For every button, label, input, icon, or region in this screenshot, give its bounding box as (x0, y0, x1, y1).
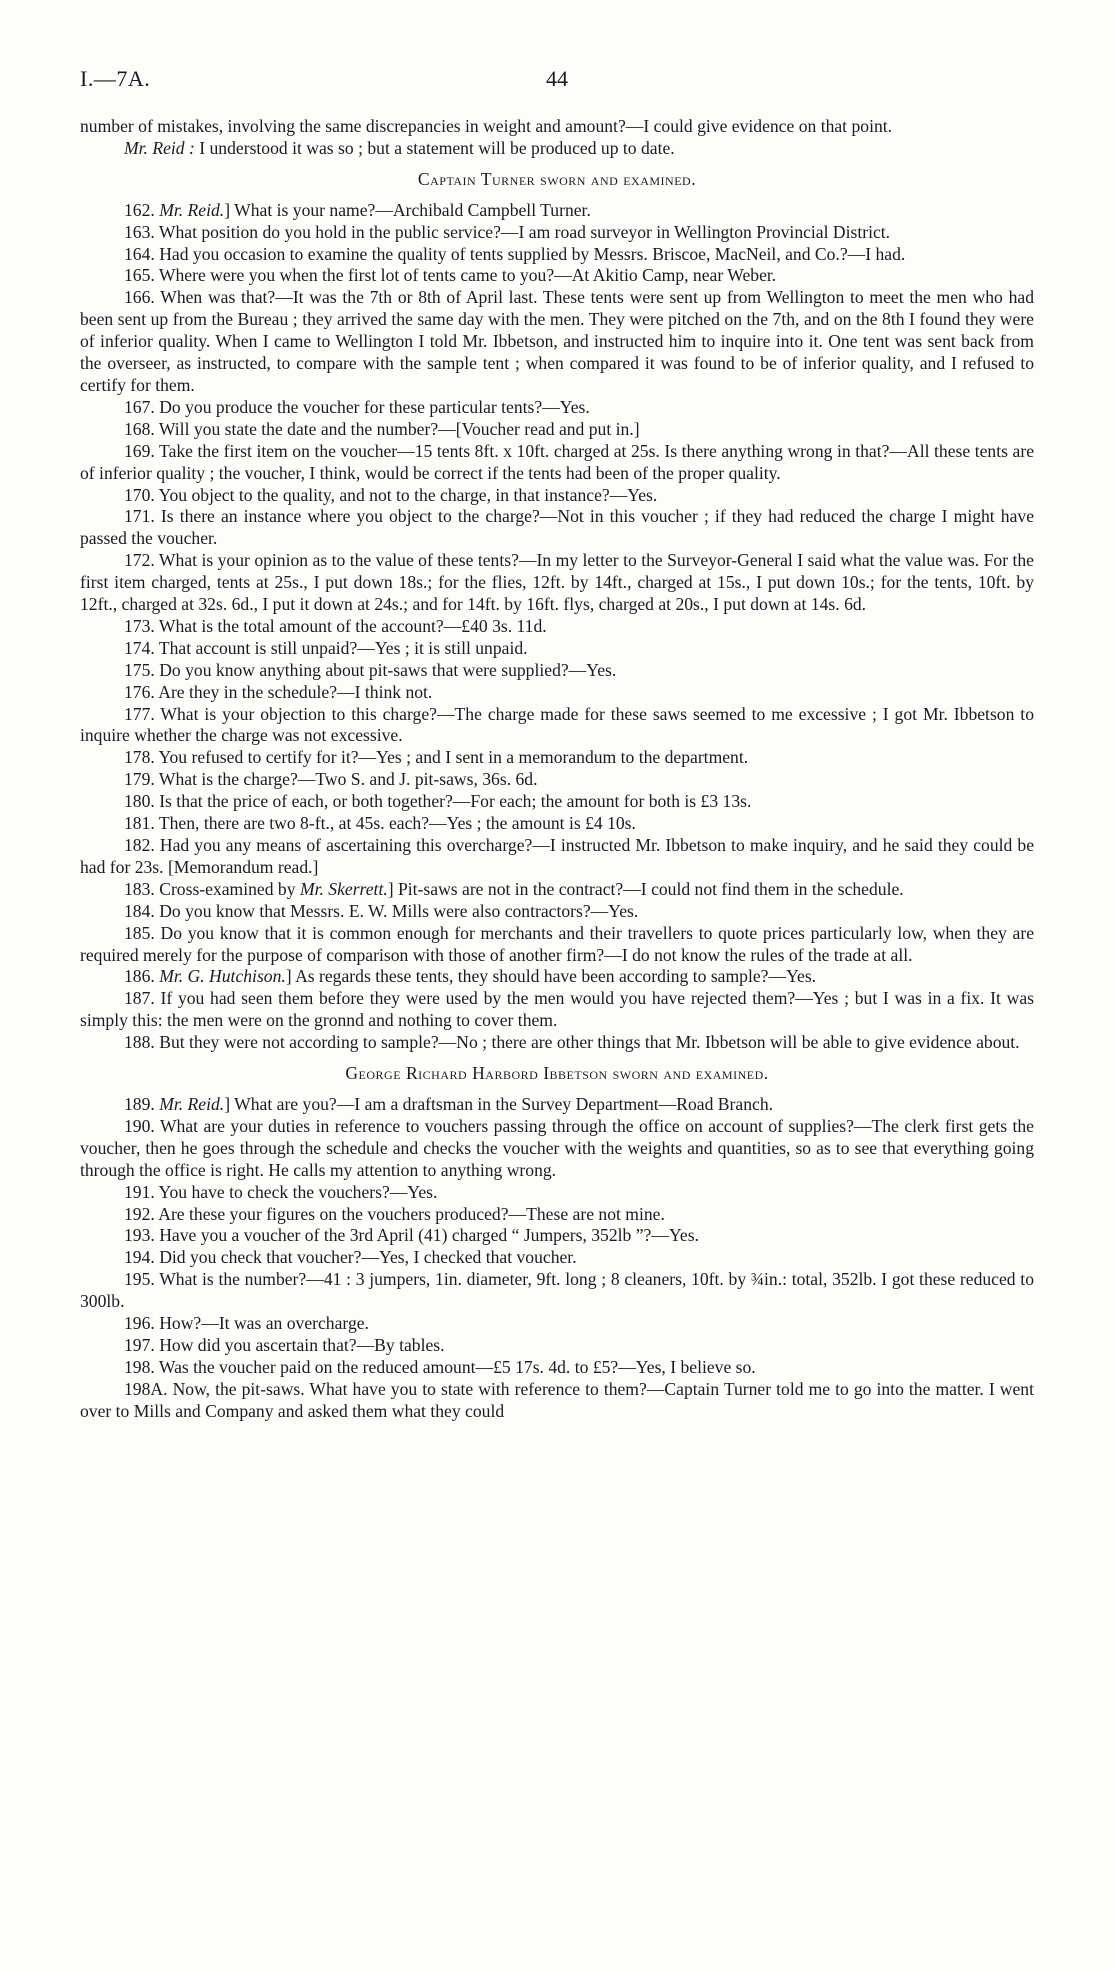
question-number: 186. (124, 966, 155, 987)
paper-reference-main: I.—7 (80, 66, 128, 91)
paragraph-text: Are these your figures on the vouchers produced?—These are not mine. (158, 1203, 665, 1224)
question-number: 182. (124, 835, 155, 855)
question-number: 189. (124, 1093, 155, 1114)
question-number: 175. (124, 659, 155, 680)
paragraph-text: Was the voucher paid on the reduced amount—£5 17s. 4d. to £5?—Yes, I believe so. (158, 1356, 756, 1377)
paragraph-text: Is there an instance where you object to the charge?—Not in this voucher ; if they had reduced the charge I might have passed the voucher. (80, 506, 1034, 549)
document-body (80, 116, 1034, 1423)
question-number: 198A. (124, 1378, 168, 1399)
paragraph-text: What is the total amount of the account?—£40 3s. 11d. (158, 615, 547, 636)
question-174 (80, 638, 1034, 660)
paragraph-text: How?—It was an overcharge. (159, 1313, 369, 1334)
paragraph-text: What position do you hold in the public service?—I am road surveyor in Wellington Provincial District. (158, 221, 891, 242)
paragraph-text: Have you a voucher of the 3rd April (41) charged “ Jumpers, 352lb ”?—Yes. (159, 1225, 699, 1246)
question-number: 195. (124, 1269, 155, 1290)
question-number: 191. (124, 1181, 155, 1202)
question-165 (80, 265, 1034, 287)
paragraph-text: Now, the pit-saws. What have you to state with reference to them?—Captain Turner told me to go into the matter. I went over to Mills and Company and asked them what they could (80, 1378, 1034, 1421)
paragraph-text: What is the charge?—Two S. and J. pit-saws, 36s. 6d. (158, 769, 538, 790)
paragraph-text: Do you produce the voucher for these particular tents?—Yes. (159, 396, 590, 417)
question-number: 171. (124, 506, 155, 527)
paragraph-text: Will you state the date and the number?—[Voucher read and put in.] (158, 418, 640, 439)
question-number: 187. (124, 988, 155, 1009)
question-number: 183. (124, 878, 155, 899)
paragraph (80, 116, 1034, 138)
question-185 (80, 923, 1034, 967)
paragraph-text: Had you occasion to examine the quality of tents supplied by Messrs. Briscoe, MacNeil, and Co.?—I had. (159, 243, 906, 264)
paragraph-text: If you had seen them before they were used by the men would you have rejected them?—Yes ; but I was in a fix. It was simply this: the men were on the gronnd and nothing to cover them. (80, 988, 1034, 1031)
paragraph-text: Do you know that Messrs. E. W. Mills were also contractors?—Yes. (159, 900, 639, 921)
paragraph-text: ] What is your name?—Archibald Campbell Turner. (224, 199, 591, 220)
paragraph-text: What are your duties in reference to vouchers passing through the office on account of supplies?—The clerk first gets the voucher, then he goes through the schedule and checks the voucher with the weights and quantities, so as to see that everything going through the office is right. He calls my attention to anything wrong. (80, 1115, 1034, 1180)
question-176 (80, 682, 1034, 704)
question-169 (80, 441, 1034, 485)
question-186 (80, 966, 1034, 988)
question-number: 170. (124, 484, 155, 505)
question-166 (80, 287, 1034, 397)
question-number: 165. (124, 265, 155, 286)
paragraph-text: Then, there are two 8-ft., at 45s. each?—Yes ; the amount is £4 10s. (158, 813, 636, 834)
paragraph (80, 138, 1034, 160)
paragraph-text: Is that the price of each, or both together?—For each; the amount for both is £3 13s. (159, 791, 752, 812)
question-177 (80, 704, 1034, 748)
question-162 (80, 200, 1034, 222)
question-number: 164. (124, 243, 155, 264)
speaker-name: Mr. Reid. (159, 1093, 225, 1114)
question-number: 180. (124, 791, 155, 812)
question-190 (80, 1116, 1034, 1182)
speaker-name: Mr. Reid. (159, 199, 225, 220)
paragraph-text: Did you check that voucher?—Yes, I checked that voucher. (159, 1247, 577, 1268)
paragraph-text: I understood it was so ; but a statement will be produced up to date. (194, 137, 675, 158)
question-number: 177. (124, 703, 155, 724)
paragraph-text: You have to check the vouchers?—Yes. (158, 1181, 438, 1202)
question-183 (80, 879, 1034, 901)
question-number: 181. (124, 813, 155, 834)
question-number: 173. (124, 615, 155, 636)
question-188 (80, 1032, 1034, 1054)
question-number: 167. (124, 396, 155, 417)
question-198 (80, 1357, 1034, 1379)
question-193 (80, 1225, 1034, 1247)
question-number: 185. (124, 922, 155, 943)
question-180 (80, 791, 1034, 813)
paragraph-text: When was that?—It was the 7th or 8th of April last. These tents were sent up from Wellington to meet the men who had been sent up from the Bureau ; they arrived the same day with the men. They were pitched on the 7th, and on the 8th I found they were of inferior quality. When I came to Wellington I told Mr. Ibbetson, and instructed him to inquire into it. One tent was sent back from the overseer, as instructed, to compare with the sample tent ; when compared it was found to be of inferior quality, and I refused to certify for them. (80, 287, 1034, 395)
page-number: 44 (546, 66, 568, 91)
question-number: 194. (124, 1247, 155, 1268)
paragraph-text: number of mistakes, involving the same discrepancies in weight and amount?—I could give evidence on that point. (80, 116, 893, 136)
question-171 (80, 506, 1034, 550)
question-192 (80, 1204, 1034, 1226)
question-196 (80, 1313, 1034, 1335)
section-heading: Captain Turner sworn and examined. (417, 168, 697, 189)
paragraph-text: ] What are you?—I am a draftsman in the Survey Department—Road Branch. (224, 1093, 774, 1114)
question-number: 193. (124, 1225, 155, 1246)
paragraph-text: But they were not according to sample?—No ; there are other things that Mr. Ibbetson will be able to give evidence about. (159, 1032, 1020, 1053)
question-181 (80, 813, 1034, 835)
paragraph-text: ] Pit-saws are not in the contract?—I could not find them in the schedule. (387, 878, 904, 899)
question-number: 179. (124, 769, 155, 790)
paper-reference-suffix: A (127, 66, 145, 91)
section-heading: George Richard Harbord Ibbetson sworn and examined. (345, 1063, 769, 1084)
paragraph-text: Where were you when the first lot of tents came to you?—At Akitio Camp, near Weber. (158, 265, 777, 286)
paragraph-prefix: Cross-examined by (159, 878, 300, 899)
question-number: 168. (124, 418, 155, 439)
question-number: 162. (124, 199, 155, 220)
question-number: 197. (124, 1334, 155, 1355)
paragraph-text: That account is still unpaid?—Yes ; it is still unpaid. (158, 637, 528, 658)
question-number: 198. (124, 1356, 155, 1377)
question-179 (80, 769, 1034, 791)
question-number: 184. (124, 900, 155, 921)
question-191 (80, 1182, 1034, 1204)
question-187 (80, 988, 1034, 1032)
question-170 (80, 485, 1034, 507)
question-number: 166. (124, 287, 155, 308)
paragraph-text: Do you know that it is common enough for merchants and their travellers to quote prices particularly low, when they are required merely for the purpose of comparison with those of another firm?—I do not know the rules of the trade at all. (80, 922, 1034, 965)
question-175 (80, 660, 1034, 682)
speaker-name: Mr. Skerrett. (299, 878, 388, 899)
question-number: 190. (124, 1115, 155, 1136)
question-number: 169. (124, 440, 155, 461)
question-number: 176. (124, 681, 155, 702)
question-172 (80, 550, 1034, 616)
question-number: 163. (124, 221, 155, 242)
paragraph-text: Do you know anything about pit-saws that were supplied?—Yes. (159, 659, 617, 680)
paragraph-text: What is your objection to this charge?—The charge made for these saws seemed to me excessive ; I got Mr. Ibbetson to inquire whether the charge was not excessive. (80, 703, 1034, 746)
paragraph-text: You object to the quality, and not to the charge, in that instance?—Yes. (158, 484, 658, 505)
question-184 (80, 901, 1034, 923)
question-number: 178. (124, 747, 155, 768)
question-178 (80, 747, 1034, 769)
page-header (80, 66, 1034, 96)
paragraph-text: Take the first item on the voucher—15 tents 8ft. x 10ft. charged at 25s. Is there anything wrong in that?—All these tents are of inferior quality ; the voucher, I think, would be correct if the tents had been of the proper quality. (80, 440, 1034, 483)
question-167 (80, 397, 1034, 419)
paragraph-text: What is the number?—41 : 3 jumpers, 1in. diameter, 9ft. long ; 8 cleaners, 10ft. by ¾in.: total, 352lb. I got these reduced to 300lb. (80, 1269, 1034, 1312)
paper-reference-dot: . (144, 66, 151, 91)
paragraph-text: What is your opinion as to the value of these tents?—In my letter to the Surveyor-General I said what the value was. For the first item charged, tents at 25s., I put down 18s.; for the flies, 12ft. by 14ft., charged at 15s., I put down 10s.; for the tents, 10ft. by 12ft., charged at 32s. 6d., I put it down at 24s.; and for 14ft. by 16ft. flys, charged at 20s., I put down at 14s. 6d. (80, 550, 1034, 615)
question-182 (80, 835, 1034, 879)
paragraph-text: Had you any means of ascertaining this overcharge?—I instructed Mr. Ibbetson to make inquiry, and he said they could be had for 23s. [Memorandum read.] (80, 835, 1035, 877)
question-198A (80, 1379, 1034, 1423)
question-163 (80, 222, 1034, 244)
question-173 (80, 616, 1034, 638)
question-194 (80, 1247, 1034, 1269)
question-189 (80, 1094, 1034, 1116)
paragraph-text: ] As regards these tents, they should have been according to sample?—Yes. (285, 966, 817, 987)
question-number: 188. (124, 1032, 155, 1053)
question-197 (80, 1335, 1034, 1357)
speaker-name: Mr. Reid : (124, 137, 195, 158)
question-164 (80, 244, 1034, 266)
question-number: 196. (124, 1313, 155, 1334)
question-number: 192. (124, 1203, 155, 1224)
question-168 (80, 419, 1034, 441)
speaker-name: Mr. G. Hutchison. (159, 966, 286, 987)
question-195 (80, 1269, 1034, 1313)
question-number: 172. (124, 550, 155, 571)
paragraph-text: You refused to certify for it?—Yes ; and I sent in a memorandum to the department. (158, 747, 749, 768)
question-number: 174. (124, 637, 155, 658)
paragraph-text: Are they in the schedule?—I think not. (158, 681, 433, 702)
paragraph-text: How did you ascertain that?—By tables. (159, 1334, 445, 1355)
